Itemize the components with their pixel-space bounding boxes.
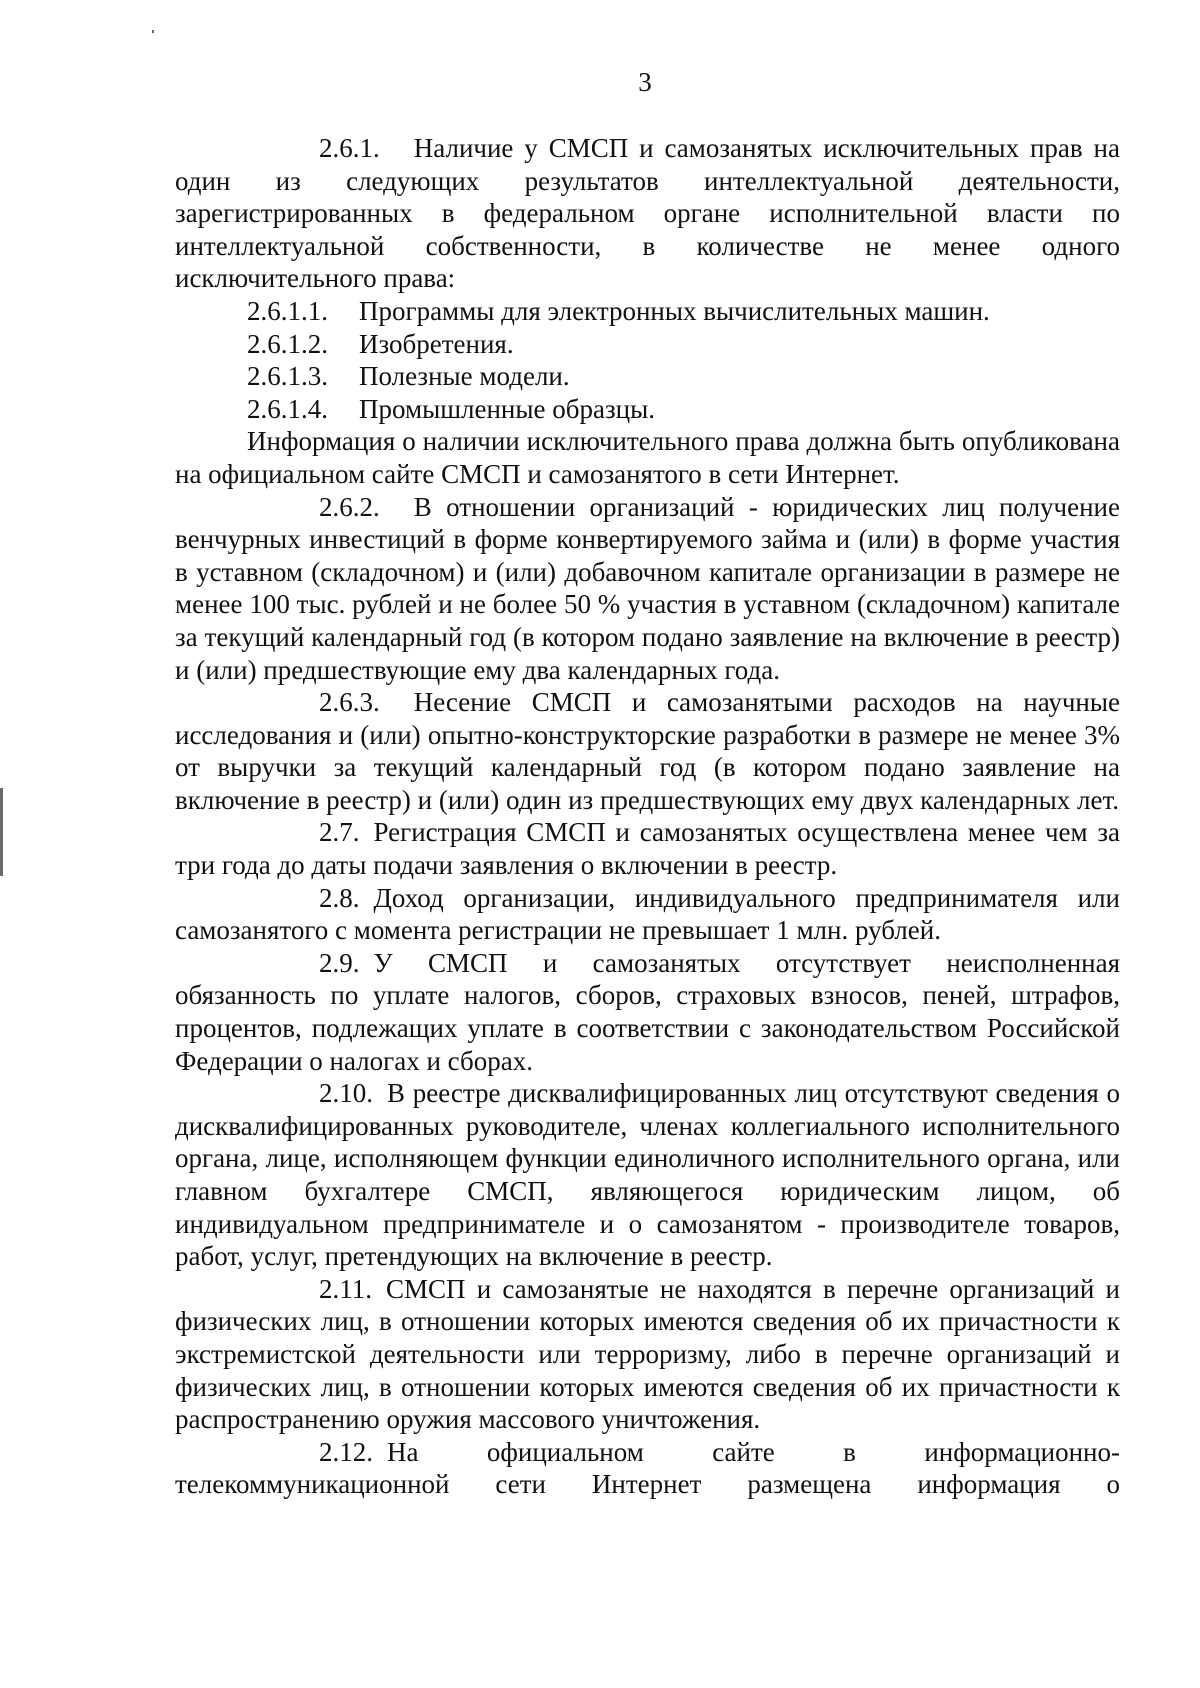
item-number: 2.6.1.2.	[247, 328, 328, 359]
paragraph-text: СМСП и самозанятые не находятся в перечне организаций и физических лиц, в отношении которых имеются сведения об их причастности к экстремистской деятельности или терроризму, либо в перечне организаций и физических лиц, в отношении которых имеются сведения об их причастности к распространению оружия массового уничтожения.	[175, 1273, 1120, 1435]
item-number: 2.6.1.4.	[247, 393, 328, 424]
paragraph-number: 2.10.	[319, 1078, 373, 1109]
paragraph-2-12	[175, 1436, 1120, 1501]
paragraph-2-11	[175, 1273, 1120, 1436]
paragraph-2-6-2	[175, 491, 1120, 687]
paragraph-2-7	[175, 816, 1120, 881]
paragraph-number: 2.11.	[319, 1273, 372, 1304]
paragraph-text: У СМСП и самозанятых отсутствует неисполненная обязанность по уплате налогов, сборов, страховых взносов, пеней, штрафов, процентов, подлежащих уплате в соответствии с законодательством Российской Федерации о налогах и сборах.	[175, 947, 1120, 1076]
paragraph-2-6-3	[175, 686, 1120, 816]
list-item	[175, 328, 1120, 361]
list-item	[175, 360, 1120, 393]
paragraph-text: В отношении организаций - юридических лиц получение венчурных инвестиций в форме конвертируемого займа и (или) в форме участия в уставном (складочном) и (или) добавочном капитале организации в размере не менее 100 тыс. рублей и не более 50 % участия в уставном (складочном) капитале за текущий календарный год (в котором подано заявление на включение в реестр) и (или) предшествующие ему два календарных года.	[175, 491, 1120, 685]
document-body	[175, 132, 1120, 1501]
paragraph-number: 2.7.	[319, 817, 360, 848]
paragraph-2-10	[175, 1077, 1120, 1273]
paragraph-2-6-1	[175, 132, 1120, 295]
paragraph-info	[175, 425, 1120, 490]
item-text: Промышленные образцы.	[359, 393, 655, 424]
list-item	[175, 393, 1120, 426]
page-number: 3	[638, 67, 652, 97]
paragraph-text: Наличие у СМСП и самозанятых исключительных прав на один из следующих результатов интеллектуальной деятельности, зарегистрированных в федеральном органе исполнительной власти по интеллектуальной собственности, в количестве не менее одного исключительного права:	[175, 133, 1120, 294]
item-text: Программы для электронных вычислительных машин.	[359, 295, 990, 326]
paragraph-text: Несение СМСП и самозанятыми расходов на научные исследования и (или) опытно-конструкторские разработки в размере не менее 3% от выручки за текущий календарный год (в котором подано заявление на включение в реестр) и (или) один из предшествующих ему двух календарных лет.	[175, 687, 1120, 815]
paragraph-2-9	[175, 947, 1120, 1077]
paragraph-2-8	[175, 882, 1120, 947]
paragraph-text: На официальном сайте в информационно-телекоммуникационной сети Интернет размещена информация о	[175, 1436, 1120, 1500]
item-number: 2.6.1.3.	[247, 361, 328, 392]
paragraph-text: Доход организации, индивидуального предпринимателя или самозанятого с момента регистрации не превышает 1 млн. рублей.	[175, 882, 1120, 946]
paragraph-text: Информация о наличии исключительного права должна быть опубликована на официальном сайте СМСП и самозанятого в сети Интернет.	[175, 426, 1120, 489]
list-item	[175, 295, 1120, 328]
paragraph-number: 2.6.1.	[319, 133, 380, 163]
item-text: Полезные модели.	[359, 361, 570, 392]
paragraph-text: Регистрация СМСП и самозанятых осуществлена менее чем за три года до даты подачи заявления о включении в реестр.	[175, 817, 1120, 881]
paragraph-number: 2.6.2.	[319, 491, 380, 522]
paragraph-number: 2.9.	[319, 947, 360, 978]
paragraph-number: 2.12.	[319, 1436, 373, 1467]
paragraph-text: В реестре дисквалифицированных лиц отсутствуют сведения о дисквалифицированных руководителе, членах коллегиального исполнительного органа, лице, исполняющем функции единоличного исполнительного органа, или главном бухгалтере СМСП, являющегося юридическим лицом, об индивидуальном предпринимателе и о самозанятом - производителе товаров, работ, услуг, претендующих на включение в реестр.	[175, 1078, 1120, 1272]
scan-edge-mark	[0, 788, 3, 876]
scan-dot-mark	[152, 30, 154, 33]
item-number: 2.6.1.1.	[247, 295, 328, 326]
paragraph-number: 2.8.	[319, 882, 360, 913]
item-text: Изобретения.	[359, 328, 514, 359]
paragraph-number: 2.6.3.	[319, 687, 380, 718]
